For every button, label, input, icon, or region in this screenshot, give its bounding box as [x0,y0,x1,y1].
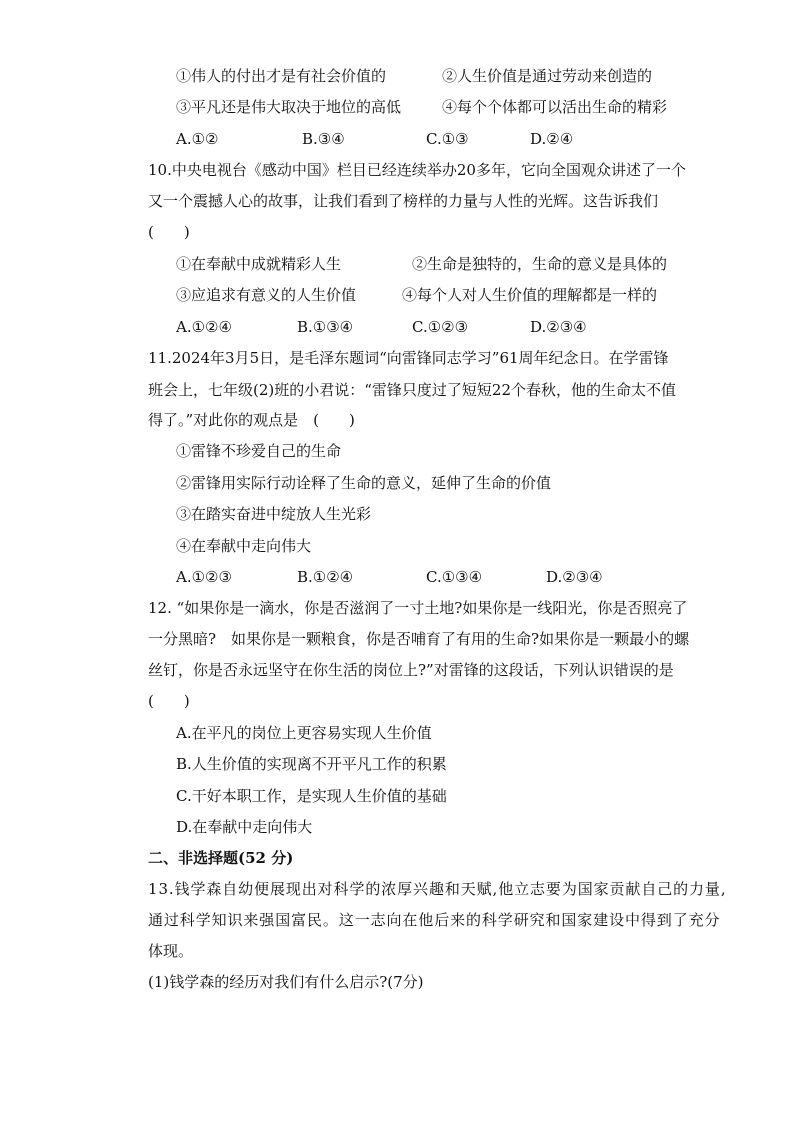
q11-stem-line-2: 班会上，七年级(2)班的小君说：“雷锋只度过了短短22个春秋，他的生命太不值 [148,381,677,399]
q10-option-d: D.②③④ [530,318,587,336]
q10-option-b: B.①③④ [297,318,354,336]
section-title: 二、非选择题(52 分) [148,849,294,867]
q13-stem-line-2: 通过科学知识来强国富民。这一志向在他后来的科学研究和国家建设中得到了充分 [148,911,721,929]
q9-option-c: C.①③ [426,130,469,148]
q9-item-3: ③平凡还是伟大取决于地位的高低 [176,98,402,116]
q12-option-d: D.在奉献中走向伟大 [176,818,313,836]
q10-option-a: A.①②④ [176,318,232,336]
q11-item-3: ③在踏实奋进中绽放人生光彩 [176,505,372,523]
q9-item-2: ②人生价值是通过劳动来创造的 [442,67,653,85]
q11-option-b: B.①②④ [297,568,354,586]
q9-option-a: A.①② [176,130,219,148]
q9-option-d: D.②④ [530,130,574,148]
q11-stem-line-3: 得了。”对此你的观点是 ( ) [148,411,355,429]
q10-answer-blank: ( ) [148,223,190,241]
q10-stem-line-1: 10.中央电视台《感动中国》栏目已经连续举办20多年，它向全国观众讲述了一个 [148,161,686,179]
q12-answer-blank: ( ) [148,692,190,710]
q11-option-d: D.②③④ [546,568,603,586]
q13-subquestion-1: (1)钱学森的经历对我们有什么启示?(7分) [148,973,424,991]
q11-item-1: ①雷锋不珍爱自己的生命 [176,442,342,460]
q11-option-c: C.①③④ [426,568,483,586]
q10-item-3: ③应追求有意义的人生价值 [176,286,357,304]
q12-option-a: A.在平凡的岗位上更容易实现人生价值 [176,724,432,742]
q12-stem-line-2: 一分黑暗? 如果你是一颗粮食，你是否哺育了有用的生命?如果你是一颗最小的螺 [148,630,690,648]
q10-item-1: ①在奉献中成就精彩人生 [176,255,342,273]
q10-item-4: ④每个人对人生价值的理解都是一样的 [402,286,658,304]
q11-item-2: ②雷锋用实际行动诠释了生命的意义，延伸了生命的价值 [176,474,552,492]
q11-option-a: A.①②③ [176,568,232,586]
q10-stem-line-2: 又一个震撼人心的故事，让我们看到了榜样的力量与人性的光辉。这告诉我们 [148,192,659,210]
q9-item-4: ④每个个体都可以活出生命的精彩 [442,98,668,116]
q9-item-1: ①伟人的付出才是有社会价值的 [176,67,387,85]
q11-stem-line-1: 11.2024年3月5日，是毛泽东题词“向雷锋同志学习”61周年纪念日。在学雷锋 [148,349,669,367]
q9-option-b: B.③④ [302,130,345,148]
q12-option-c: C.干好本职工作，是实现人生价值的基础 [176,787,447,805]
q10-option-c: C.①②③ [412,318,469,336]
q13-stem-line-3: 体现。 [148,942,194,960]
q13-stem-line-1: 13.钱学森自幼便展现出对科学的浓厚兴趣和天赋,他立志要为国家贡献自己的力量, [148,880,727,898]
q12-stem-line-1: 12. “如果你是一滴水，你是否滋润了一寸土地?如果你是一线阳光，你是否照亮了 [148,599,688,617]
q11-item-4: ④在奉献中走向伟大 [176,537,312,555]
q12-option-b: B.人生价值的实现离不开平凡工作的积累 [176,755,447,773]
q12-stem-line-3: 丝钉，你是否永远坚守在你生活的岗位上?”对雷锋的这段话，下列认识错误的是 [148,661,674,679]
q10-item-2: ②生命是独特的，生命的意义是具体的 [412,255,668,273]
